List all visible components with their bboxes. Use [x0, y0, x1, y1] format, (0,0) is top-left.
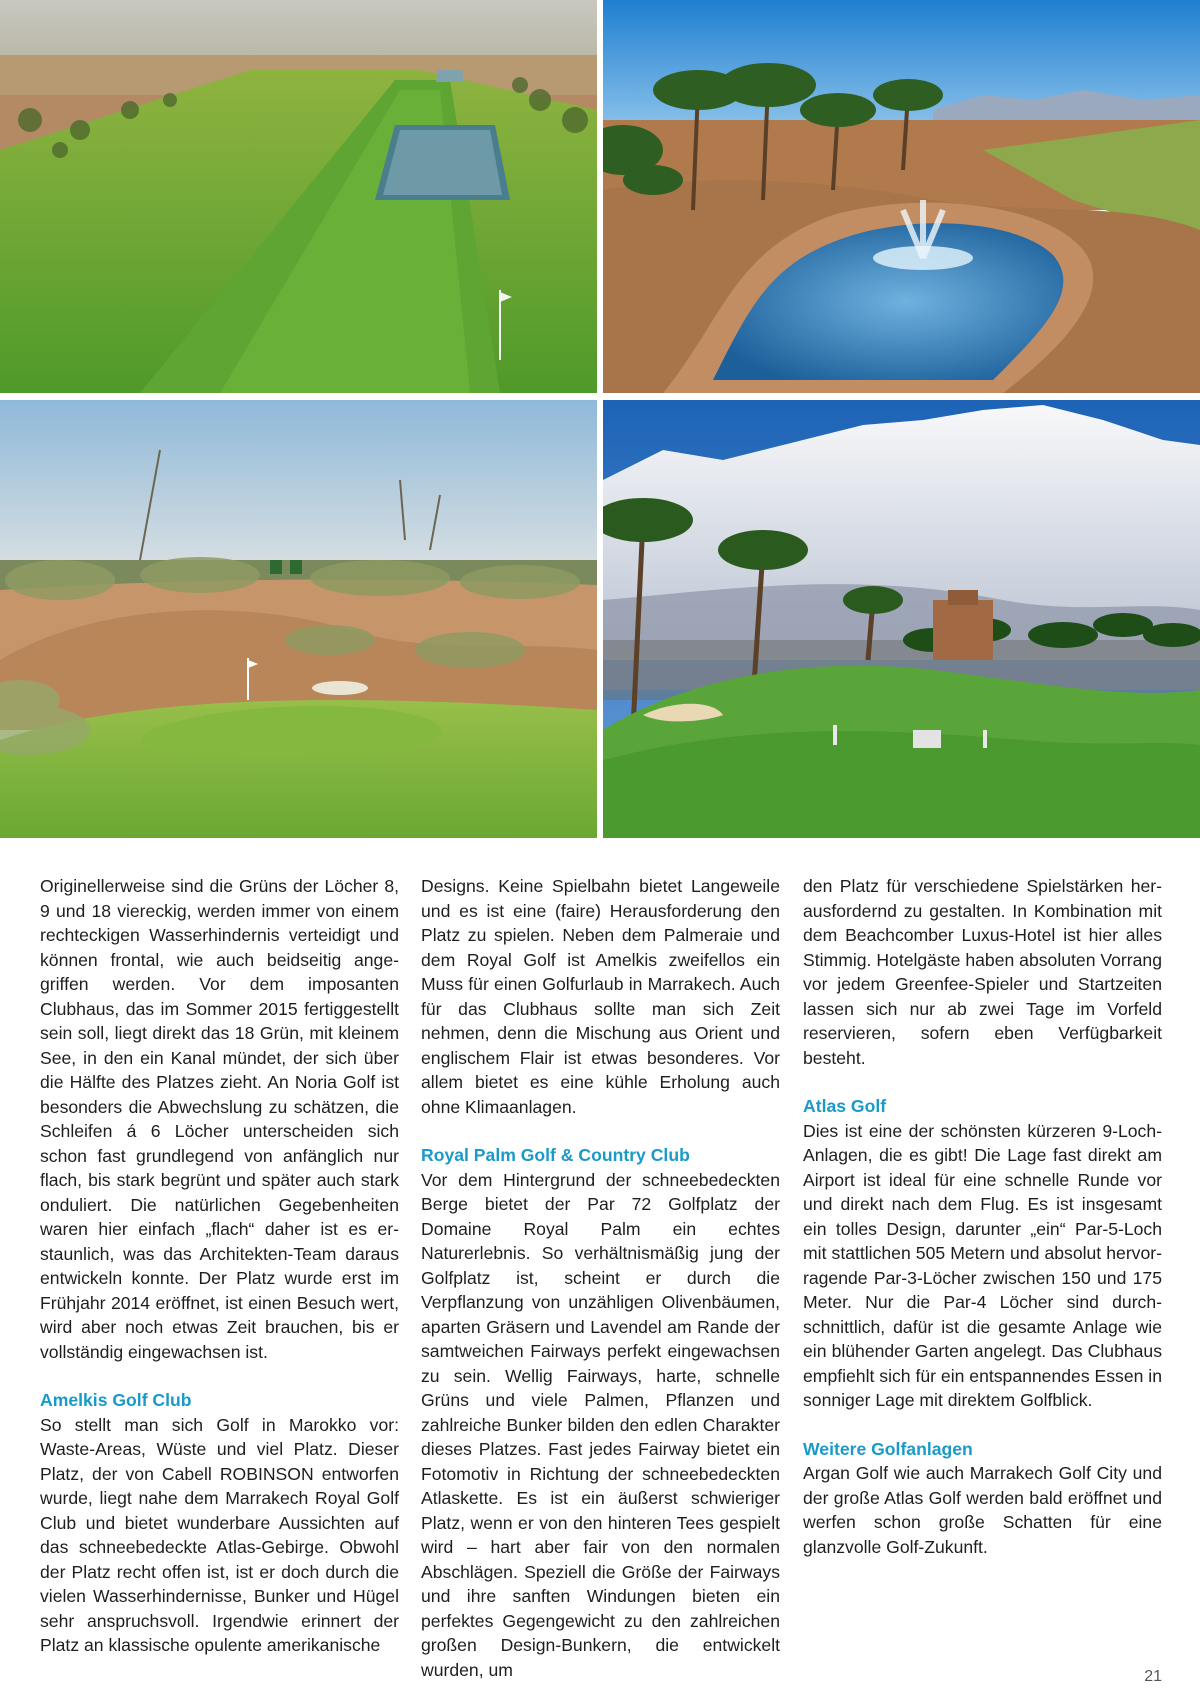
- heading-atlas-golf: Atlas Golf: [803, 1096, 887, 1116]
- photo-atlas-mountains-golf: [603, 400, 1200, 838]
- column2-royal-palm-paragraph: Vor dem Hintergrund der schneebedeckten Berge bietet der Par 72 Golfplatz der Domaine Royal Palm ein echtes Naturerlebnis. So verhältnismäßig jung der Golfplatz ist, scheint er durch die Verpflanzung von unzähligen Olivenbäumen, aparten Gräsern und Lavendel am Rande der samtweichen Fairways perfekt eingewachsen zu sein. Wellig Fairways, harte, schnelle Grüns und viele Palmen, Pflanzen und zahlreiche Bunker bilden den edlen Charakter dieses Platzes. Fast jedes Fairway bietet ein Fotomotiv in Richtung der schneebedeckten Atlaskette. Es ist ein äußerst schwieriger Platz, wenn er von den hinteren Tees gespielt wird – hart aber fair von den normalen Abschlägen. Speziell die Größe der Fairways und ihre sanften Windungen bieten ein perfektes Gegengewicht zu den zahlreichen großen Design-Bunkern, die entwickelt wurden, um: [421, 1169, 780, 1680]
- heading-weitere-golfanlagen: Weitere Golfanlagen: [803, 1438, 973, 1459]
- photo-water-hazard-fairway: [0, 0, 597, 393]
- heading-royal-palm: Royal Palm Golf & Country Club: [421, 1145, 690, 1165]
- photo-desert-green-bunker: [0, 400, 597, 838]
- atlas-mountains-golf-image: [603, 400, 1200, 838]
- column1-amelkis-paragraph: So stellt man sich Golf in Marokko vor: Waste-Areas, Wüste und viel Platz. Dieser Platz, der von Cabell ROBINSON entworfen wurde, liegt nahe dem Marrakech Royal Golf Club und bietet wunderbare Aussichten auf das schneebedeckte Atlas-Gebirge. Obwohl der Platz recht offen ist, ist er doch durch die vielen Wasserhindernisse, Bunker und Hügel sehr anspruchsvoll. Irgendwie erinnert der Platz an klassische opulente amerikanische: [40, 1414, 399, 1655]
- pond-fountain-image: [603, 0, 1200, 393]
- heading-amelkis-golf-club: Amelkis Golf Club: [40, 1390, 192, 1410]
- desert-green-bunker-image: [0, 400, 597, 838]
- water-hazard-fairway-image: [0, 0, 597, 393]
- photo-pond-fountain: [603, 0, 1200, 393]
- article-column-1: [40, 874, 399, 1658]
- column3-weitere-paragraph: Argan Golf wie auch Marrakech Golf City und der große Atlas Golf werden bald eröffnet und werfen schon große Schatten für eine glanzvolle Golf-Zukunft.: [803, 1463, 1162, 1557]
- article-column-3: [803, 874, 1162, 1559]
- column3-intro-paragraph: den Platz für verschiedene Spielstärken herausfordernd zu gestalten. In Kombination mit dem Beachcomber Luxus-Hotel ist hier alles Stimmig. Hotelgäste haben absoluten Vorrang vor jedem Greenfee-Spieler und Startzeiten lassen sich nur ab zwei Tage im Vorfeld reservieren, sofern eben Verfügbarkeit besteht.: [803, 876, 1162, 1068]
- column1-intro-paragraph: Originellerweise sind die Grüns der Löcher 8, 9 und 18 viereckig, werden immer von einem rechteckigen Wasserhindernis verteidigt und können frontal, wie auch beidseitig angegriffen werden. Vor dem imposanten Clubhaus, das im Sommer 2015 fertiggestellt sein soll, liegt direkt das 18 Grün, mit kleinem See, in den ein Kanal mündet, der sich über die Hälfte des Platzes zieht. An Noria Golf ist besonders die Abwechslung zu schätzen, die Schleifen á 6 Löcher unterscheiden sich schon fast grundlegend von anfänglich nur flach, bis stark begrünt und später auch stark onduliert. Die natürlichen Gegebenheiten waren hier einfach „flach“ daher ist es erstaunlich, was das Architekten-Team daraus entwickeln konnte. Der Platz wurde erst im Frühjahr 2014 eröffnet, ist einen Besuch wert, wird aber noch etwas Zeit brauchen, bis er vollständig eingewachsen ist.: [40, 876, 399, 1362]
- column3-atlas-paragraph: Dies ist eine der schönsten kürzeren 9-Loch-Anlagen, die es gibt! Die Lage fast direkt am Airport ist ideal für eine schnelle Runde vor und direkt nach dem Flug. Es ist insgesamt ein tolles Design, darunter „ein“ Par-5-Loch mit stattlichen 505 Metern und absolut hervorragende Par-3-Löcher zwischen 150 und 175 Meter. Nur die Par-4 Löcher sind durchschnittlich, dafür ist die gesamte Anlage wie ein blühender Garten angelegt. Das Clubhaus empfiehlt sich für ein entspannendes Essen in sonniger Lage mit direktem Golfblick.: [803, 1120, 1162, 1410]
- column2-intro-paragraph: Designs. Keine Spielbahn bietet Langeweile und es ist eine (faire) Herausforderung den Platz zu spielen. Neben dem Palmeraie und dem Royal Golf ist Amelkis zweifellos ein Muss für einen Golfurlaub in Marrakech. Auch für das Clubhaus sollte man sich Zeit nehmen, denn die Mischung aus Orient und englischem Flair ist etwas besonderes. Vor allem bietet es eine kühle Erholung auch ohne Klimaanlagen.: [421, 876, 780, 1117]
- article-column-2: [421, 874, 780, 1682]
- page-number: 21: [1144, 1668, 1162, 1685]
